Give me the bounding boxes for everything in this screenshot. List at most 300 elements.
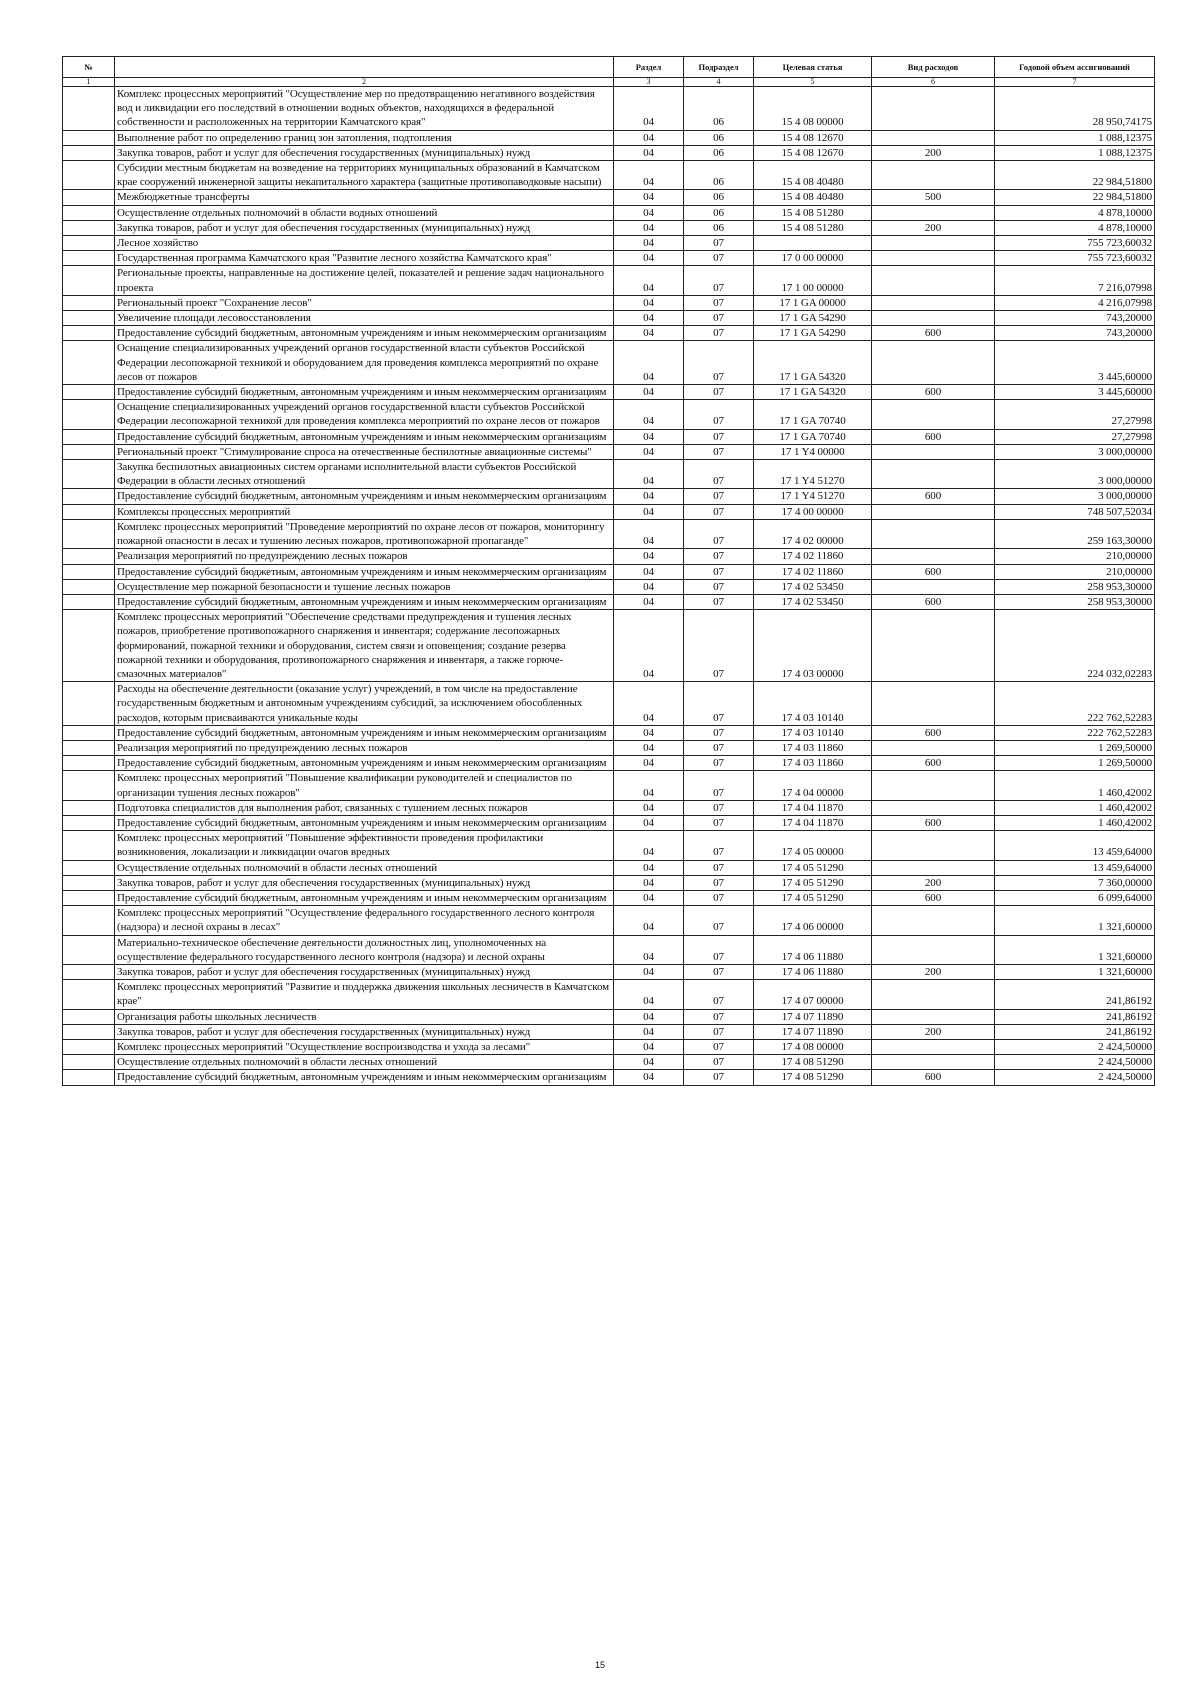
row-amount: 755 723,60032 [995, 251, 1155, 266]
row-number-cell [63, 682, 115, 726]
row-amount: 224 032,02283 [995, 610, 1155, 682]
row-expense-type: 600 [872, 890, 995, 905]
row-section: 04 [614, 980, 684, 1009]
row-target: 17 4 03 10140 [754, 725, 872, 740]
row-expense-type [872, 519, 995, 548]
row-target: 17 4 05 51290 [754, 875, 872, 890]
row-name: Оснащение специализированных учреждений органов государственной власти субъектов Российской Федерации лесопожарной техникой и оборудованием для проведения комплекса мероприятий по охране лесов от пожаров [115, 341, 614, 385]
row-target: 17 4 02 53450 [754, 579, 872, 594]
row-expense-type [872, 295, 995, 310]
row-expense-type: 500 [872, 190, 995, 205]
row-number-cell [63, 1024, 115, 1039]
row-number-cell [63, 1009, 115, 1024]
row-name: Закупка беспилотных авиационных систем органами исполнительной власти субъектов Российской Федерации в области лесных отношений [115, 460, 614, 489]
row-section: 04 [614, 935, 684, 964]
row-name: Предоставление субсидий бюджетным, автономным учреждениям и иным некоммерческим организациям [115, 756, 614, 771]
table-body [63, 87, 1155, 1086]
table-row [63, 220, 1155, 235]
table-row [63, 964, 1155, 979]
row-amount: 1 460,42002 [995, 800, 1155, 815]
row-number-cell [63, 460, 115, 489]
table-row [63, 549, 1155, 564]
row-name: Предоставление субсидий бюджетным, автономным учреждениям и иным некоммерческим организациям [115, 815, 614, 830]
row-expense-type: 600 [872, 725, 995, 740]
row-expense-type: 600 [872, 564, 995, 579]
row-number-cell [63, 205, 115, 220]
row-number-cell [63, 190, 115, 205]
budget-table [62, 56, 1155, 1086]
table-row [63, 326, 1155, 341]
row-amount: 1 088,12375 [995, 145, 1155, 160]
row-target: 17 1 GA 54320 [754, 341, 872, 385]
row-target: 17 4 07 11890 [754, 1024, 872, 1039]
row-subsection: 07 [684, 771, 754, 800]
row-target: 15 4 08 40480 [754, 161, 872, 190]
table-row [63, 800, 1155, 815]
row-expense-type [872, 444, 995, 459]
row-section: 04 [614, 800, 684, 815]
row-target: 17 1 Y4 51270 [754, 489, 872, 504]
row-name: Региональный проект "Стимулирование спроса на отечественные беспилотные авиационные системы" [115, 444, 614, 459]
row-subsection: 07 [684, 860, 754, 875]
row-section: 04 [614, 429, 684, 444]
row-target [754, 236, 872, 251]
row-amount: 1 460,42002 [995, 771, 1155, 800]
row-expense-type [872, 579, 995, 594]
row-amount: 222 762,52283 [995, 682, 1155, 726]
row-name: Лесное хозяйство [115, 236, 614, 251]
row-section: 04 [614, 860, 684, 875]
row-expense-type: 600 [872, 326, 995, 341]
table-row [63, 161, 1155, 190]
row-number-cell [63, 756, 115, 771]
row-amount: 28 950,74175 [995, 87, 1155, 131]
row-section: 04 [614, 295, 684, 310]
row-number-cell [63, 610, 115, 682]
row-number-cell [63, 1070, 115, 1085]
row-section: 04 [614, 385, 684, 400]
row-amount: 2 424,50000 [995, 1070, 1155, 1085]
row-amount: 222 762,52283 [995, 725, 1155, 740]
table-row [63, 251, 1155, 266]
row-section: 04 [614, 594, 684, 609]
row-name: Закупка товаров, работ и услуг для обеспечения государственных (муниципальных) нужд [115, 145, 614, 160]
row-expense-type: 600 [872, 594, 995, 609]
row-amount: 13 459,64000 [995, 831, 1155, 860]
row-subsection: 06 [684, 190, 754, 205]
row-name: Комплекс процессных мероприятий "Осуществление воспроизводства и ухода за лесами" [115, 1040, 614, 1055]
row-subsection: 07 [684, 800, 754, 815]
table-row [63, 444, 1155, 459]
row-number-cell [63, 579, 115, 594]
row-amount: 241,86192 [995, 980, 1155, 1009]
row-expense-type [872, 935, 995, 964]
row-amount: 7 360,00000 [995, 875, 1155, 890]
row-target: 17 1 GA 00000 [754, 295, 872, 310]
row-amount: 743,20000 [995, 311, 1155, 326]
header-row [63, 57, 1155, 78]
table-row [63, 341, 1155, 385]
row-section: 04 [614, 205, 684, 220]
row-amount: 27,27998 [995, 429, 1155, 444]
row-subsection: 07 [684, 935, 754, 964]
table-row [63, 519, 1155, 548]
row-amount: 1 321,60000 [995, 964, 1155, 979]
row-section: 04 [614, 579, 684, 594]
row-name: Реализация мероприятий по предупреждению лесных пожаров [115, 740, 614, 755]
row-name: Расходы на обеспечение деятельности (оказание услуг) учреждений, в том числе на предоставление государственным бюджетным и автономным учреждениям субсидий, за исключением обособленных расходов, которым присваиваются уникальные коды [115, 682, 614, 726]
row-number-cell [63, 87, 115, 131]
row-name: Осуществление мер пожарной безопасности и тушение лесных пожаров [115, 579, 614, 594]
row-expense-type [872, 1055, 995, 1070]
table-row [63, 1070, 1155, 1085]
row-section: 04 [614, 890, 684, 905]
row-expense-type [872, 161, 995, 190]
table-row [63, 1024, 1155, 1039]
row-subsection: 07 [684, 980, 754, 1009]
row-amount: 22 984,51800 [995, 161, 1155, 190]
row-name: Региональный проект "Сохранение лесов" [115, 295, 614, 310]
row-subsection: 06 [684, 145, 754, 160]
row-expense-type: 200 [872, 1024, 995, 1039]
row-section: 04 [614, 564, 684, 579]
row-name: Выполнение работ по определению границ зон затопления, подтопления [115, 130, 614, 145]
row-expense-type [872, 266, 995, 295]
table-row [63, 190, 1155, 205]
row-section: 04 [614, 756, 684, 771]
row-target: 15 4 08 51280 [754, 220, 872, 235]
row-name: Осуществление отдельных полномочий в области лесных отношений [115, 860, 614, 875]
row-amount: 748 507,52034 [995, 504, 1155, 519]
row-subsection: 07 [684, 740, 754, 755]
row-amount: 1 321,60000 [995, 906, 1155, 935]
row-section: 04 [614, 341, 684, 385]
row-section: 04 [614, 1024, 684, 1039]
row-subsection: 07 [684, 579, 754, 594]
column-number: 4 [684, 78, 754, 87]
row-target: 15 4 08 40480 [754, 190, 872, 205]
table-row [63, 311, 1155, 326]
row-target: 15 4 08 12670 [754, 130, 872, 145]
row-expense-type [872, 341, 995, 385]
row-subsection: 07 [684, 489, 754, 504]
row-name: Оснащение специализированных учреждений органов государственной власти субъектов Российской Федерации лесопожарной техникой для проведения комплекса мероприятий по охране лесов от пожаров [115, 400, 614, 429]
row-amount: 2 424,50000 [995, 1040, 1155, 1055]
row-subsection: 07 [684, 815, 754, 830]
table-row [63, 610, 1155, 682]
table-row [63, 1040, 1155, 1055]
row-target: 17 4 05 51290 [754, 890, 872, 905]
table-row [63, 504, 1155, 519]
row-number-cell [63, 800, 115, 815]
row-name: Межбюджетные трансферты [115, 190, 614, 205]
row-section: 04 [614, 875, 684, 890]
table-row [63, 875, 1155, 890]
header-target: Целевая статья [754, 57, 872, 78]
row-number-cell [63, 564, 115, 579]
row-number-cell [63, 831, 115, 860]
row-name: Государственная программа Камчатского края "Развитие лесного хозяйства Камчатского края" [115, 251, 614, 266]
table-row [63, 205, 1155, 220]
row-amount: 3 445,60000 [995, 385, 1155, 400]
table-row [63, 740, 1155, 755]
header-name [115, 57, 614, 78]
row-subsection: 07 [684, 1040, 754, 1055]
row-expense-type [872, 1009, 995, 1024]
row-name: Предоставление субсидий бюджетным, автономным учреждениям и иным некоммерческим организациям [115, 564, 614, 579]
row-name: Закупка товаров, работ и услуг для обеспечения государственных (муниципальных) нужд [115, 1024, 614, 1039]
row-subsection: 07 [684, 682, 754, 726]
row-section: 04 [614, 549, 684, 564]
row-section: 04 [614, 220, 684, 235]
table-row [63, 87, 1155, 131]
row-target: 17 4 03 10140 [754, 682, 872, 726]
table-row [63, 906, 1155, 935]
row-number-cell [63, 549, 115, 564]
row-target: 17 4 07 11890 [754, 1009, 872, 1024]
table-row [63, 460, 1155, 489]
row-number-cell [63, 251, 115, 266]
header-no: № [63, 57, 115, 78]
row-subsection: 07 [684, 444, 754, 459]
row-expense-type [872, 771, 995, 800]
row-number-cell [63, 161, 115, 190]
row-subsection: 07 [684, 311, 754, 326]
table-row [63, 682, 1155, 726]
row-expense-type: 600 [872, 1070, 995, 1085]
row-expense-type: 200 [872, 964, 995, 979]
column-number: 3 [614, 78, 684, 87]
row-target: 17 4 08 51290 [754, 1055, 872, 1070]
row-expense-type: 200 [872, 875, 995, 890]
row-subsection: 06 [684, 205, 754, 220]
row-expense-type [872, 205, 995, 220]
row-subsection: 07 [684, 326, 754, 341]
row-target: 17 4 05 00000 [754, 831, 872, 860]
row-subsection: 07 [684, 385, 754, 400]
row-expense-type: 600 [872, 489, 995, 504]
row-expense-type: 600 [872, 385, 995, 400]
row-amount: 1 460,42002 [995, 815, 1155, 830]
row-number-cell [63, 489, 115, 504]
row-target: 17 4 05 51290 [754, 860, 872, 875]
row-amount: 3 000,00000 [995, 489, 1155, 504]
row-amount: 258 953,30000 [995, 579, 1155, 594]
row-target: 17 4 06 11880 [754, 964, 872, 979]
row-name: Комплекс процессных мероприятий "Осуществление мер по предотвращению негативного воздействия вод и ликвидации его последствий в отношении водных объектов, находящихся в федеральной собственности и расположенных на территории Камчатского края" [115, 87, 614, 131]
row-amount: 2 424,50000 [995, 1055, 1155, 1070]
row-number-cell [63, 311, 115, 326]
row-amount: 210,00000 [995, 564, 1155, 579]
row-subsection: 07 [684, 1055, 754, 1070]
row-amount: 755 723,60032 [995, 236, 1155, 251]
row-section: 04 [614, 1070, 684, 1085]
row-amount: 1 269,50000 [995, 740, 1155, 755]
row-name: Комплекс процессных мероприятий "Повышение эффективности проведения профилактики возникновения, локализации и ликвидации очагов вредных [115, 831, 614, 860]
table-row [63, 860, 1155, 875]
table-row [63, 385, 1155, 400]
row-number-cell [63, 220, 115, 235]
row-subsection: 07 [684, 1024, 754, 1039]
row-expense-type [872, 682, 995, 726]
row-name: Закупка товаров, работ и услуг для обеспечения государственных (муниципальных) нужд [115, 875, 614, 890]
row-subsection: 06 [684, 161, 754, 190]
row-name: Организация работы школьных лесничеств [115, 1009, 614, 1024]
row-expense-type: 600 [872, 756, 995, 771]
column-number: 5 [754, 78, 872, 87]
row-expense-type: 600 [872, 429, 995, 444]
row-number-cell [63, 326, 115, 341]
row-subsection: 07 [684, 875, 754, 890]
row-name: Комплексы процессных мероприятий [115, 504, 614, 519]
row-number-cell [63, 725, 115, 740]
row-amount: 241,86192 [995, 1009, 1155, 1024]
row-section: 04 [614, 190, 684, 205]
table-row [63, 725, 1155, 740]
row-target: 17 1 GA 70740 [754, 429, 872, 444]
table-row [63, 1055, 1155, 1070]
row-section: 04 [614, 87, 684, 131]
table-row [63, 236, 1155, 251]
row-target: 15 4 08 51280 [754, 205, 872, 220]
row-expense-type [872, 740, 995, 755]
row-target: 17 0 00 00000 [754, 251, 872, 266]
row-section: 04 [614, 1040, 684, 1055]
row-name: Предоставление субсидий бюджетным, автономным учреждениям и иным некоммерческим организациям [115, 429, 614, 444]
row-target: 17 1 Y4 51270 [754, 460, 872, 489]
row-section: 04 [614, 489, 684, 504]
row-target: 17 1 GA 54290 [754, 311, 872, 326]
row-number-cell [63, 444, 115, 459]
row-name: Увеличение площади лесовосстановления [115, 311, 614, 326]
row-name: Подготовка специалистов для выполнения работ, связанных с тушением лесных пожаров [115, 800, 614, 815]
row-amount: 210,00000 [995, 549, 1155, 564]
row-target: 17 1 GA 54320 [754, 385, 872, 400]
header-annual: Годовой объем ассигнований [995, 57, 1155, 78]
column-number: 6 [872, 78, 995, 87]
row-name: Осуществление отдельных полномочий в области водных отношений [115, 205, 614, 220]
table-row [63, 429, 1155, 444]
row-target: 17 4 04 00000 [754, 771, 872, 800]
table-row [63, 815, 1155, 830]
row-subsection: 07 [684, 504, 754, 519]
row-name: Комплекс процессных мероприятий "Проведение мероприятий по охране лесов от пожаров, мониторингу пожарной опасности в лесах и тушению лесных пожаров, противопожарной пропаганде" [115, 519, 614, 548]
row-name: Предоставление субсидий бюджетным, автономным учреждениям и иным некоммерческим организациям [115, 890, 614, 905]
column-numbers-row [63, 78, 1155, 87]
row-amount: 4 878,10000 [995, 220, 1155, 235]
row-subsection: 07 [684, 519, 754, 548]
row-target: 17 4 02 11860 [754, 564, 872, 579]
budget-sheet [62, 56, 1154, 1086]
row-target: 15 4 08 12670 [754, 145, 872, 160]
row-subsection: 07 [684, 564, 754, 579]
table-row [63, 594, 1155, 609]
row-number-cell [63, 236, 115, 251]
row-section: 04 [614, 266, 684, 295]
row-subsection: 07 [684, 341, 754, 385]
row-target: 17 1 GA 54290 [754, 326, 872, 341]
row-subsection: 07 [684, 831, 754, 860]
row-section: 04 [614, 326, 684, 341]
row-name: Комплекс процессных мероприятий "Осуществление федерального государственного лесного контроля (надзора) и лесной охраны в лесах" [115, 906, 614, 935]
row-subsection: 07 [684, 594, 754, 609]
row-number-cell [63, 860, 115, 875]
table-row [63, 756, 1155, 771]
row-name: Материально-техническое обеспечение деятельности должностных лиц, уполномоченных на осуществление федерального государственного лесного контроля (надзора) и лесной охраны [115, 935, 614, 964]
row-amount: 258 953,30000 [995, 594, 1155, 609]
row-section: 04 [614, 682, 684, 726]
row-expense-type [872, 860, 995, 875]
row-section: 04 [614, 251, 684, 266]
row-expense-type: 600 [872, 815, 995, 830]
row-target: 15 4 08 00000 [754, 87, 872, 131]
row-subsection: 07 [684, 1009, 754, 1024]
table-row [63, 489, 1155, 504]
row-subsection: 07 [684, 756, 754, 771]
row-section: 04 [614, 771, 684, 800]
row-expense-type [872, 831, 995, 860]
row-target: 17 4 06 00000 [754, 906, 872, 935]
row-target: 17 4 04 11870 [754, 815, 872, 830]
row-amount: 1 321,60000 [995, 935, 1155, 964]
header-section: Раздел [614, 57, 684, 78]
row-section: 04 [614, 504, 684, 519]
row-section: 04 [614, 815, 684, 830]
table-row [63, 579, 1155, 594]
table-row [63, 400, 1155, 429]
column-number: 2 [115, 78, 614, 87]
row-section: 04 [614, 725, 684, 740]
row-expense-type [872, 236, 995, 251]
row-number-cell [63, 906, 115, 935]
row-subsection: 07 [684, 266, 754, 295]
row-name: Реализация мероприятий по предупреждению лесных пожаров [115, 549, 614, 564]
row-subsection: 07 [684, 906, 754, 935]
row-subsection: 06 [684, 220, 754, 235]
row-section: 04 [614, 1009, 684, 1024]
row-subsection: 07 [684, 400, 754, 429]
row-expense-type: 200 [872, 145, 995, 160]
row-name: Предоставление субсидий бюджетным, автономным учреждениям и иным некоммерческим организациям [115, 594, 614, 609]
row-expense-type [872, 400, 995, 429]
row-target: 17 4 07 00000 [754, 980, 872, 1009]
row-name: Комплекс процессных мероприятий "Повышение квалификации руководителей и специалистов по организации тушения лесных пожаров" [115, 771, 614, 800]
row-amount: 7 216,07998 [995, 266, 1155, 295]
header-subsection: Подраздел [684, 57, 754, 78]
row-number-cell [63, 130, 115, 145]
row-number-cell [63, 385, 115, 400]
row-subsection: 07 [684, 460, 754, 489]
column-number: 7 [995, 78, 1155, 87]
row-number-cell [63, 935, 115, 964]
table-row [63, 295, 1155, 310]
row-amount: 4 878,10000 [995, 205, 1155, 220]
row-expense-type [872, 800, 995, 815]
row-number-cell [63, 266, 115, 295]
row-number-cell [63, 875, 115, 890]
row-section: 04 [614, 610, 684, 682]
column-number: 1 [63, 78, 115, 87]
row-target: 17 4 08 51290 [754, 1070, 872, 1085]
row-subsection: 07 [684, 964, 754, 979]
row-number-cell [63, 890, 115, 905]
row-number-cell [63, 145, 115, 160]
table-row [63, 890, 1155, 905]
row-section: 04 [614, 444, 684, 459]
row-name: Предоставление субсидий бюджетным, автономным учреждениям и иным некоммерческим организациям [115, 725, 614, 740]
row-amount: 259 163,30000 [995, 519, 1155, 548]
row-target: 17 4 02 53450 [754, 594, 872, 609]
